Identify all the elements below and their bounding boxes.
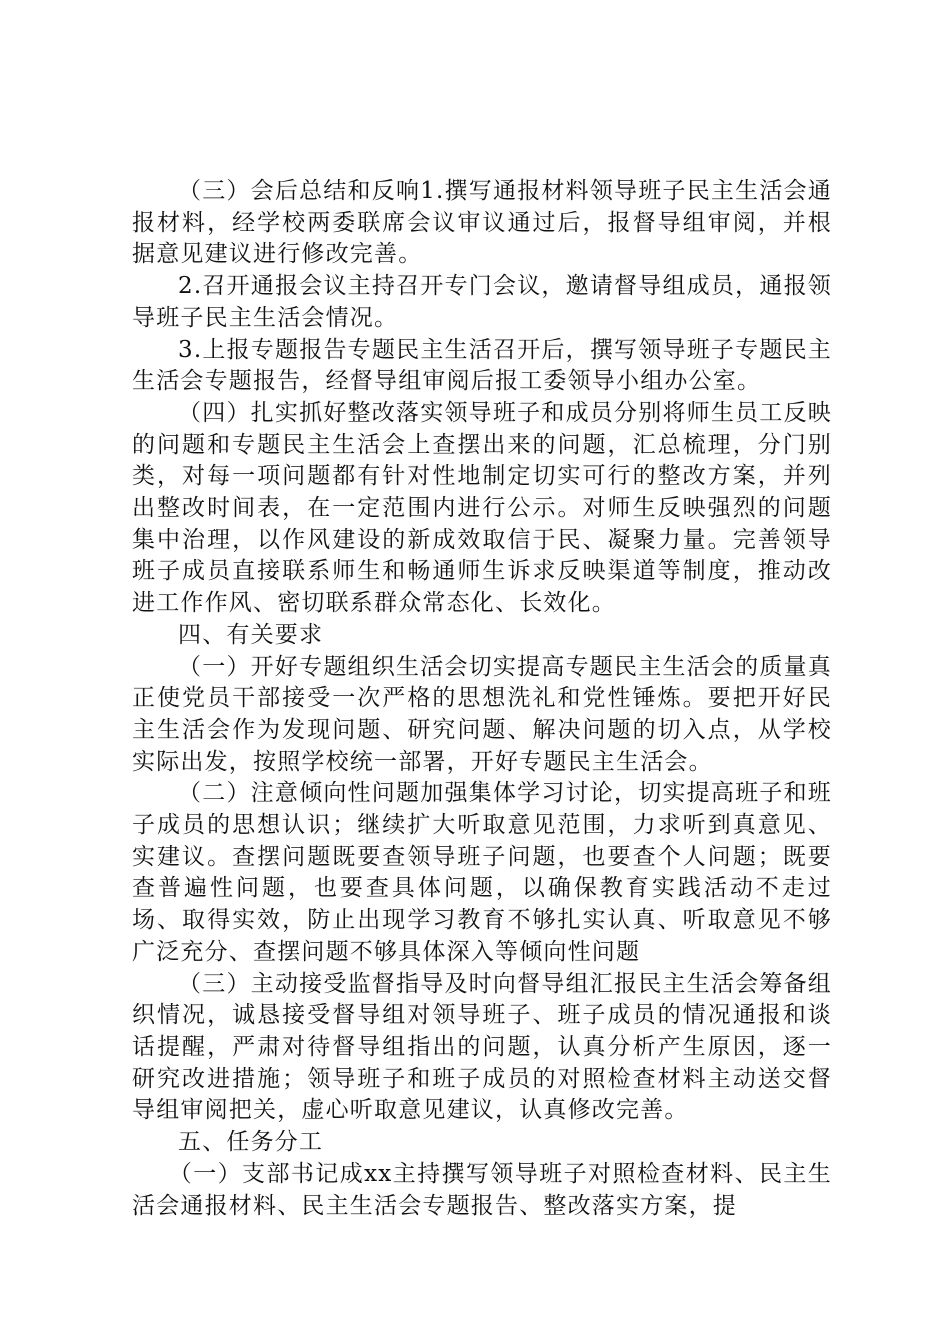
paragraph-rectification: （四）扎实抓好整改落实领导班子和成员分别将师生员工反映的问题和专题民主生活会上查摆出来的问题，汇总梳理，分门别类，对每一项问题都有针对性地制定切实可行的整改方案，并列出整改时间表，在一定范围内进行公示。对师生反映强烈的问题集中治理，以作风建设的新成效取信于民、凝聚力量。完善领导班子成员直接联系师生和畅通师生诉求反映渠道等制度，推动改进工作作风、密切联系群众常态化、长效化。 — [132, 399, 832, 617]
paragraph-report-meeting: 2.召开通报会议主持召开专门会议，邀请督导组成员，通报领导班子民主生活会情况。 — [132, 273, 832, 331]
document-body — [132, 176, 832, 1222]
heading-requirements: 四、有关要求 — [178, 621, 324, 648]
paragraph-requirement-3: （三）主动接受监督指导及时向督导组汇报民主生活会筹备组织情况，诚恳接受督导组对领导班子、班子成员的情况通报和谈话提醒，严肃对待督导组指出的问题，认真分析产生原因，逐一研究改进措施；领导班子和班子成员的对照检查材料主动送交督导组审阅把关，虚心听取意见建议，认真修改完善。 — [132, 970, 832, 1124]
paragraph-requirement-1: （一）开好专题组织生活会切实提高专题民主生活会的质量真正使党员干部接受一次严格的思想洗礼和党性锤炼。要把开好民主生活会作为发现问题、研究问题、解决问题的切入点，从学校实际出发，按照学校统一部署，开好专题民主生活会。 — [132, 653, 832, 775]
paragraph-special-report: 3.上报专题报告专题民主生活召开后，撰写领导班子专题民主生活会专题报告，经督导组审阅后报工委领导小组办公室。 — [132, 336, 832, 395]
paragraph-requirement-2: （二）注意倾向性问题加强集体学习讨论，切实提高班子和班子成员的思想认识；继续扩大听取意见范围，力求听到真意见、实建议。查摆问题既要查领导班子问题，也要查个人问题；既要查普遍性问题，也要查具体问题，以确保教育实践活动不走过场、取得实效，防止出现学习教育不够扎实认真、听取意见不够广泛充分、查摆问题不够具体深入等倾向性问题 — [132, 780, 832, 965]
paragraph-task-1: （一）支部书记成xx主持撰写领导班子对照检查材料、民主生活会通报材料、民主生活会专题报告、整改落实方案，提 — [132, 1160, 832, 1219]
heading-task-division: 五、任务分工 — [178, 1129, 324, 1156]
paragraph-meeting-summary: （三）会后总结和反响1.撰写通报材料领导班子民主生活会通报材料，经学校两委联席会议审议通过后，报督导组审阅，并根据意见建议进行修改完善。 — [132, 178, 832, 268]
